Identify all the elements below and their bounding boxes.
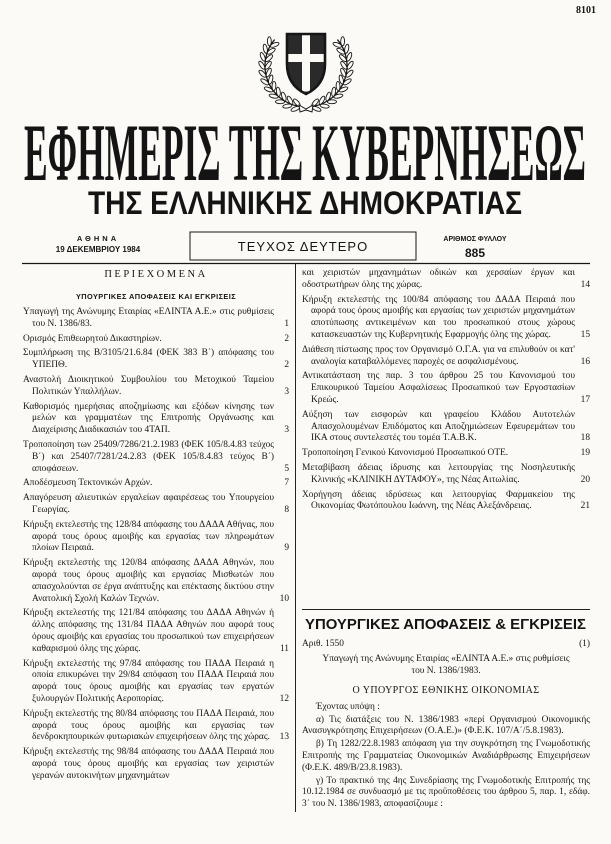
entry-text: Αναστολή Διοικητικού Συμβουλίου του Μετοχικού Ταμείου Πολιτικών Υπαλλήλων. <box>23 374 274 397</box>
entry-page: 2 <box>284 360 289 371</box>
entry-page: 9 <box>284 543 289 554</box>
entry-text: Χορήγηση άδειας ιδρύσεως και λειτουργίας Φαρμακείου της Οικονομίας Φωτόπουλου Ιωάννη, της Νέας Αλεξάνδρειας. <box>302 489 575 512</box>
contents-entry <box>23 709 289 744</box>
decision-preamble: Έχοντας υπόψη : <box>316 701 380 712</box>
contents-entry <box>302 295 590 342</box>
contents-entry <box>23 659 289 706</box>
entry-page: 5 <box>284 463 289 474</box>
decision-1550 <box>302 609 590 812</box>
contents-entry <box>23 334 289 346</box>
entry-page: 12 <box>279 693 289 704</box>
entry-page: 16 <box>580 356 590 367</box>
entry-text: Κήρυξη εκτελεστής της 98/84 απόφασης του ΔΑΔΑ Πειραιά που αφορά τους όρους αμοιβής και εργασίας των χειριστών γερανών αυτοκινήτων μηχανημάτων <box>23 747 274 781</box>
entry-text: Μεταβίβαση άδειας ίδρυσης και λειτουργίας της Νοσηλευτικής Κλινικής «ΚΛΙΝΙΚΗ ΔΥΤΑΦΟΥ», της Νέας Αιτωλίας. <box>302 462 575 485</box>
contents-entry <box>302 410 590 445</box>
contents-entry <box>302 490 590 514</box>
sheet-label: ΑΡΙΘΜΟΣ ΦΥΛΛΟΥ <box>443 236 507 243</box>
page-number: 8101 <box>576 5 596 16</box>
decisions-heading-text: ΥΠΟΥΡΓΙΚΕΣ ΑΠΟΦΑΣΕΙΣ & ΕΓΚΡΙΣΕΙΣ <box>305 617 587 634</box>
contents-entry <box>23 608 289 655</box>
entry-page: 17 <box>580 394 590 405</box>
entry-text: Κήρυξη εκτελεστής της 80/84 απόφασης του ΠΑΔΑ Πειραιά, που αφορά τους όρους αμοιβής και εργασίας των δενδροκηπουρικών φυτωριακών επιχειρήσεων όλης της χώρας. <box>23 708 274 743</box>
contents-entry <box>23 307 289 331</box>
contents-entry <box>302 371 590 406</box>
contents-entry <box>302 268 590 292</box>
consideration-paragraph: α) Τις διατάξεις του Ν. 1386/1983 «περί Οργανισμού Οικονομικής Ανασυγκρότησης Επιχειρήσεων (Ο.Α.Ε.)» (Φ.Ε.Κ. 107/Α΄/5.8.1983). <box>302 714 590 737</box>
entry-page: 2 <box>284 333 289 344</box>
entry-page: 20 <box>580 474 590 485</box>
entry-text: Αύξηση των εισφορών και γραφείου Κλάδου Αυτοτελών Απασχολουμένων Επιδόματος και Αποζημιώσεων Εφευρεμάτων του ΙΚΑ στους συντελεστές του τομέα Τ.Α.Β.Κ. <box>302 409 575 444</box>
decision-number-line <box>302 638 590 650</box>
contents-entry <box>23 348 289 372</box>
decision-number: Αριθ. 1550 <box>302 639 344 650</box>
contents-entry <box>23 478 289 490</box>
greek-coat-of-arms-icon <box>258 34 355 112</box>
entry-text: και χειριστών μηχανημάτων οδικών και χερσαίων έργων και οδοστρωτήρων όλης της χώρας. <box>302 268 575 290</box>
contents-entry <box>23 402 289 437</box>
entry-page: 3 <box>284 425 289 436</box>
entry-page: 8 <box>284 504 289 515</box>
entry-page: 11 <box>279 643 289 654</box>
entry-text: Κήρυξη εκτελεστής της 100/84 απόφασης του ΔΑΔΑ Πειραιά που αφορά τους όρους αμοιβής και εργασίας των χειριστών μηχανημάτων αποτύπωσης αντικειμένων και του προσωπικού στους χώρους κατασκευαστών της Κυβερνητικής Εφαρμογής όλης της χώρας. <box>302 294 575 340</box>
entry-page: 3 <box>284 386 289 397</box>
entry-text: Τροποποίηση των 25409/7286/21.2.1983 (ΦΕΚ 105/8.4.83 τεύχος Β΄) και 25407/7281/24.2.83 (ΦΕΚ 105/8.4.83 τεύχος Β΄) αποφάσεων. <box>23 439 274 474</box>
decisions-section-heading <box>302 613 590 633</box>
contents-column-left <box>23 268 289 812</box>
contents-column-right <box>302 268 590 812</box>
entry-page: 14 <box>580 279 590 290</box>
contents-entry <box>302 463 590 487</box>
entry-page: 7 <box>284 478 289 489</box>
sheet-number: 885 <box>464 246 486 260</box>
entry-text: Απαγόρευση αλιευτικών εργαλείων αφαιρέσεως του Υπουργείου Γεωργίας. <box>23 493 274 515</box>
consideration-paragraph: β) Τη 1282/22.8.1983 απόφαση για την συγκρότηση της Γνωμοδοτικής Επιτροπής της Γραμματείας Οικονομικών Αναδιάρθρωσης Επιχειρήσεων (Φ.Ε.Κ. 489/Β/23.8.1983). <box>302 739 590 773</box>
entry-text: Κήρυξη εκτελεστής της 121/84 απόφασης του ΔΑΔΑ Αθηνών ή άλλης απόφασης της 131/84 ΠΑΔΑ Αθηνών που αφορά τους όρους αμοιβής και εργασίας του προσωπικού των επιχειρήσεων καθαρισμού όλης της χώρας. <box>23 608 274 654</box>
contents-entry <box>23 375 289 399</box>
issue-date: 19 ΔΕΚΕΜΒΡΙΟΥ 1984 <box>55 245 141 254</box>
entry-text: Αντικατάσταση της παρ. 3 του άρθρου 25 του Κανονισμού του Επικουρικού Ταμείου Ασφαλίσεως Προσωπικού των Εργοστασίων Κρεώς. <box>302 371 575 405</box>
issue-volume: ΤΕΥΧΟΣ ΔΕΥΤΕΡΟ <box>237 239 369 254</box>
entry-text: Ορισμός Επιθεωρητού Δικαστηρίων. <box>23 333 162 344</box>
contents-entry <box>23 493 289 517</box>
entry-page: 1 <box>284 318 289 329</box>
entry-text: Διάθεση πίστωσης προς τον Οργανισμό Ο.Γ.Α. για να επιλυθούν οι κατ' αναλογία καταβαλλόμενες παροχές σε ασφαλισμένους. <box>302 344 575 367</box>
issue-city: ΑΘΗΝΑ <box>76 234 120 243</box>
entry-page: 10 <box>279 593 289 604</box>
entry-text: Τροποποίηση Γενικού Κανονισμού Προσωπικού ΟΤΕ. <box>302 448 509 459</box>
entry-text: Συμπλήρωση της Β/3105/21.6.84 (ΦΕΚ 383 Β΄) απόφασης του ΥΠΕΠΘ. <box>23 348 274 371</box>
gazette-subtitle: ΤΗΣ ΕΛΛΗΝΙΚΗΣ ΔΗΜΟΚΡΑΤΙΑΣ <box>88 185 522 221</box>
contents-entry <box>302 345 590 369</box>
contents-entry <box>23 747 289 782</box>
entry-page: 15 <box>580 329 590 340</box>
entry-page: 13 <box>279 732 289 743</box>
entry-text: Κήρυξη εκτελεστής της 97/84 απόφασης του ΠΑΔΑ Πειραιά η οποία επικυρώνει την 29/84 απόφαση του ΠΑΔΑ Πειραιά που αφορά τους όρους αμοιβής και εργασίας των εργατών ξυλουργών Πολιτικής Αεροπορίας. <box>23 658 274 704</box>
entry-page: 19 <box>580 448 590 459</box>
gazette-title: ΕΦΗΜΕΡΙΣ ΤΗΣ ΚΥΒΕΡΝΗΣΕΩΣ <box>24 107 586 198</box>
entry-text: Αποδέσμευση Τεκτονικών Αρχών. <box>23 478 153 489</box>
section-rule <box>302 609 590 610</box>
contents-section-heading: ΥΠΟΥΡΓΙΚΕΣ ΑΠΟΦΑΣΕΙΣ ΚΑΙ ΕΓΚΡΙΣΕΙΣ <box>75 292 237 301</box>
decision-issuer: Ο ΥΠΟΥΡΓΟΣ ΕΘΝΙΚΗΣ ΟΙΚΟΝΟΜΙΑΣ <box>352 684 540 696</box>
entry-text: Κήρυξη εκτελεστής της 120/84 απόφασης ΔΑΔΑ Αθηνών, που αφορά τους όρους αμοιβής και εργασίας Μισθωτών που απασχολούνται σε έργα ανάπτυξης και επέκτασης δικτύου στην Ανατολική Σχολή Καλών Τεχνών. <box>23 558 274 604</box>
contents-entry <box>23 520 289 555</box>
contents-entry <box>23 558 289 605</box>
entry-text: Υπαγωγή της Ανώνυμης Εταιρίας «ΕΛΙΝΤΑ Α.Ε.» στις ρυθμίσεις του Ν. 1386/83. <box>23 307 274 329</box>
contents-entry <box>23 440 289 475</box>
column-divider <box>295 264 296 812</box>
masthead <box>0 0 611 266</box>
entry-page: 18 <box>580 433 590 444</box>
decision-sequence: (1) <box>579 639 590 650</box>
contents-heading: ΠΕΡΙΕΧΟΜΕΝΑ <box>104 269 208 280</box>
contents-entry <box>302 448 590 460</box>
entry-text: Κήρυξη εκτελεστής της 128/84 απόφασης του ΔΑΔΑ Αθήνας, που αφορά τους όρους αμοιβής και εργασίας των πληρωμάτων πλοίων Πειραιά. <box>23 519 274 554</box>
entry-text: Καθορισμός ημερήσιας αποζημίωσης και εξόδων κίνησης των μελών και γραμματέων της Επιτροπής Οργάνωσης και Διαχείρισης Διαδικασιών του 4ΤΑΠ. <box>23 401 274 436</box>
consideration-paragraph: γ) Το πρακτικό της 4ης Συνεδρίασης της Γνωμοδοτικής Επιτροπής της 10.12.1984 σε συνδυασμό με τις προϋποθέσεις του άρθρου 5, παρ. 1, εδάφ. 3΄ του Ν. 1386/1983, αποφασίζουμε : <box>302 775 590 810</box>
decision-title: Υπαγωγή της Ανώνυμης Εταιρίας «ΕΛΙΝΤΑ Α.Ε.» στις ρυθμίσεις του Ν. 1386/1983. <box>322 654 570 676</box>
entry-page: 21 <box>580 501 590 512</box>
